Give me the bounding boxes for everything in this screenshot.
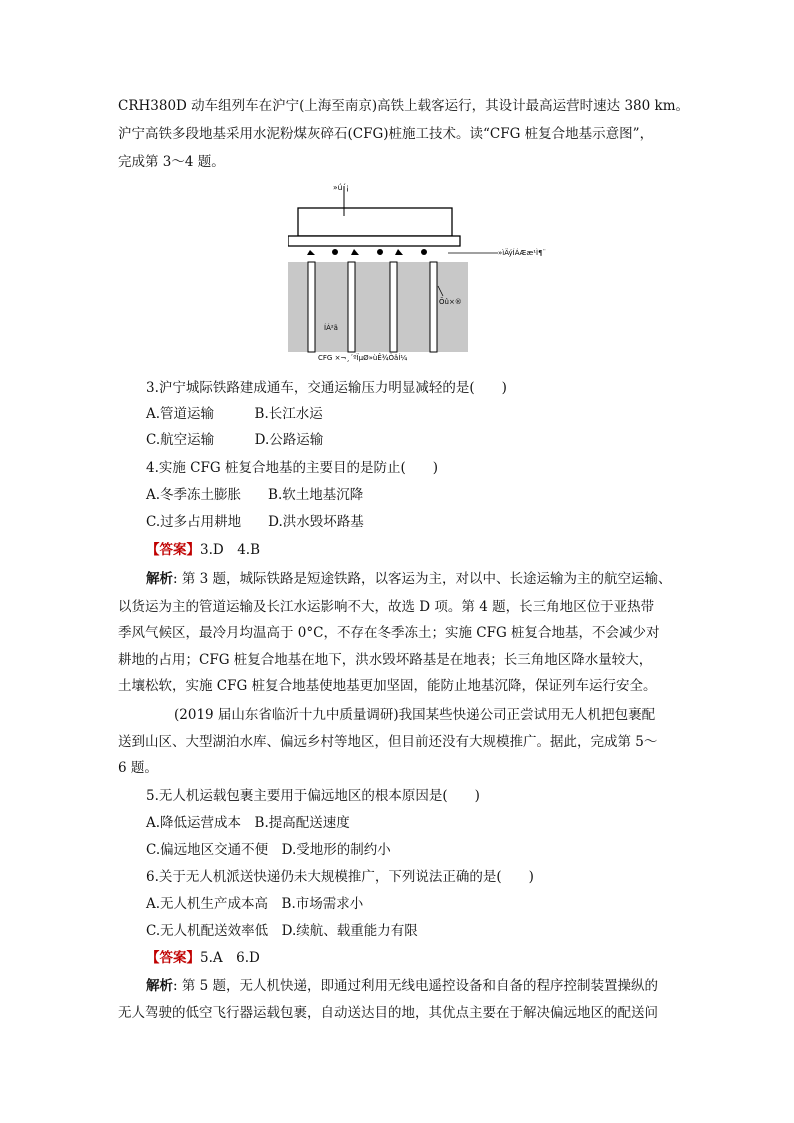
question-4-options-ab: A.冬季冻土膨胀 B.软土地基沉降 xyxy=(146,487,364,503)
question-6-options-cd: C.无人机配送效率低 D.续航、载重能力有限 xyxy=(146,923,418,939)
gravel-1 xyxy=(307,250,315,255)
analysis-1-line-5: 土壤松软，实施 CFG 桩复合地基使地基更加坚固，能防止地基沉降，保证列车运行安全。 xyxy=(118,678,657,694)
analysis-2-line-2: 无人驾驶的低空飞行器运载包裹，自动送达目的地，其优点主要在于解决偏远地区的配送问 xyxy=(118,1005,658,1021)
intro-line-3: 完成第 3～4 题。 xyxy=(118,154,225,170)
question-4-options-cd: C.过多占用耕地 D.洪水毁坏路基 xyxy=(146,514,364,530)
soil-label: ÍÁ²ã xyxy=(324,324,338,332)
question-3-options-ab: A.管道运输 B.长江水运 xyxy=(146,406,323,422)
intro2-line-1: (2019 届山东省临沂十九中质量调研)我国某些快递公司正尝试用无人机把包裹配 xyxy=(174,707,656,723)
gravel-3 xyxy=(351,249,359,255)
analysis-tag: 解析 xyxy=(146,571,173,587)
analysis-text: : 第 5 题，无人机快递，即通过利用无线电遥控设备和自备的程序控制装置操纵的 xyxy=(173,978,659,994)
answer-line-2 xyxy=(146,948,260,968)
analysis-tag: 解析 xyxy=(146,978,173,994)
question-3-options-cd: C.航空运输 D.公路运输 xyxy=(146,432,324,448)
question-6-options-ab: A.无人机生产成本高 B.市场需求小 xyxy=(146,896,364,912)
concrete-cushion xyxy=(288,236,460,246)
question-4: 4.实施 CFG 桩复合地基的主要目的是防止( ) xyxy=(146,460,438,476)
gravel-6 xyxy=(421,249,427,255)
gravel-4 xyxy=(377,249,383,255)
cushion-label: »ìÄýÍÁÆæ¹Ì¶¨ xyxy=(498,249,547,257)
analysis-2-line-1 xyxy=(146,976,658,996)
answer-tag: 【答案】 xyxy=(146,950,200,966)
gravel-5 xyxy=(395,249,403,255)
analysis-1-line-3: 季风气候区，最冷月均温高于 0°C，不存在冬季冻土；实施 CFG 桩复合地基，不会减少对 xyxy=(118,625,660,641)
analysis-text: : 第 3 题，城际铁路是短途铁路，以客运为主，对以中、长途运输为主的航空运输、 xyxy=(173,571,672,587)
answer-text: 5.A 6.D xyxy=(200,950,260,966)
intro2-line-2: 送到山区、大型湖泊水库、偏远乡村等地区，但目前还没有大规模推广。据此，完成第 5～ xyxy=(118,734,658,750)
pile-1 xyxy=(308,262,315,352)
pile-4 xyxy=(430,262,437,352)
question-3: 3.沪宁城际铁路建成通车，交通运输压力明显减轻的是( ) xyxy=(146,380,507,396)
gravel-2 xyxy=(332,249,338,255)
answer-line-1 xyxy=(146,540,260,560)
answer-tag: 【答案】 xyxy=(146,542,200,558)
pile-2 xyxy=(348,262,355,352)
analysis-1-line-2: 以货运为主的管道运输及长江水运影响不大，故选 D 项。第 4 题，长三角地区位于亚热带 xyxy=(118,599,655,615)
analysis-1-line-4: 耕地的占用；CFG 桩复合地基在地下，洪水毁坏路基是在地表；长三角地区降水量较大， xyxy=(118,652,653,668)
intro-line-1: CRH380D 动车组列车在沪宁(上海至南京)高铁上载客运行，其设计最高运营时速达 380 km。 xyxy=(118,98,690,114)
foundation-label: »ú´¡ xyxy=(333,183,350,192)
foundation-block xyxy=(298,208,452,236)
answer-text: 3.D 4.B xyxy=(200,542,261,558)
intro2-line-3: 6 题。 xyxy=(118,760,158,776)
cfg-pile-diagram xyxy=(288,178,548,363)
question-5-options-ab: A.降低运营成本 B.提高配送速度 xyxy=(146,815,350,831)
analysis-1-line-1 xyxy=(146,569,672,589)
pile-3 xyxy=(390,262,397,352)
figure-caption: CFG ×¬¸´ºÏµØ»ùÊ¾ÒâÍ¼ xyxy=(318,354,408,362)
intro-line-2: 沪宁高铁多段地基采用水泥粉煤灰碎石(CFG)桩施工技术。读“CFG 桩复合地基示意图”， xyxy=(118,126,654,142)
question-5: 5.无人机运载包裹主要用于偏远地区的根本原因是( ) xyxy=(146,788,480,804)
question-6: 6.关于无人机派送快递仍未大规模推广，下列说法正确的是( ) xyxy=(146,869,534,885)
question-5-options-cd: C.偏远地区交通不便 D.受地形的制约小 xyxy=(146,842,391,858)
pile-label: Õû×® xyxy=(439,298,462,306)
